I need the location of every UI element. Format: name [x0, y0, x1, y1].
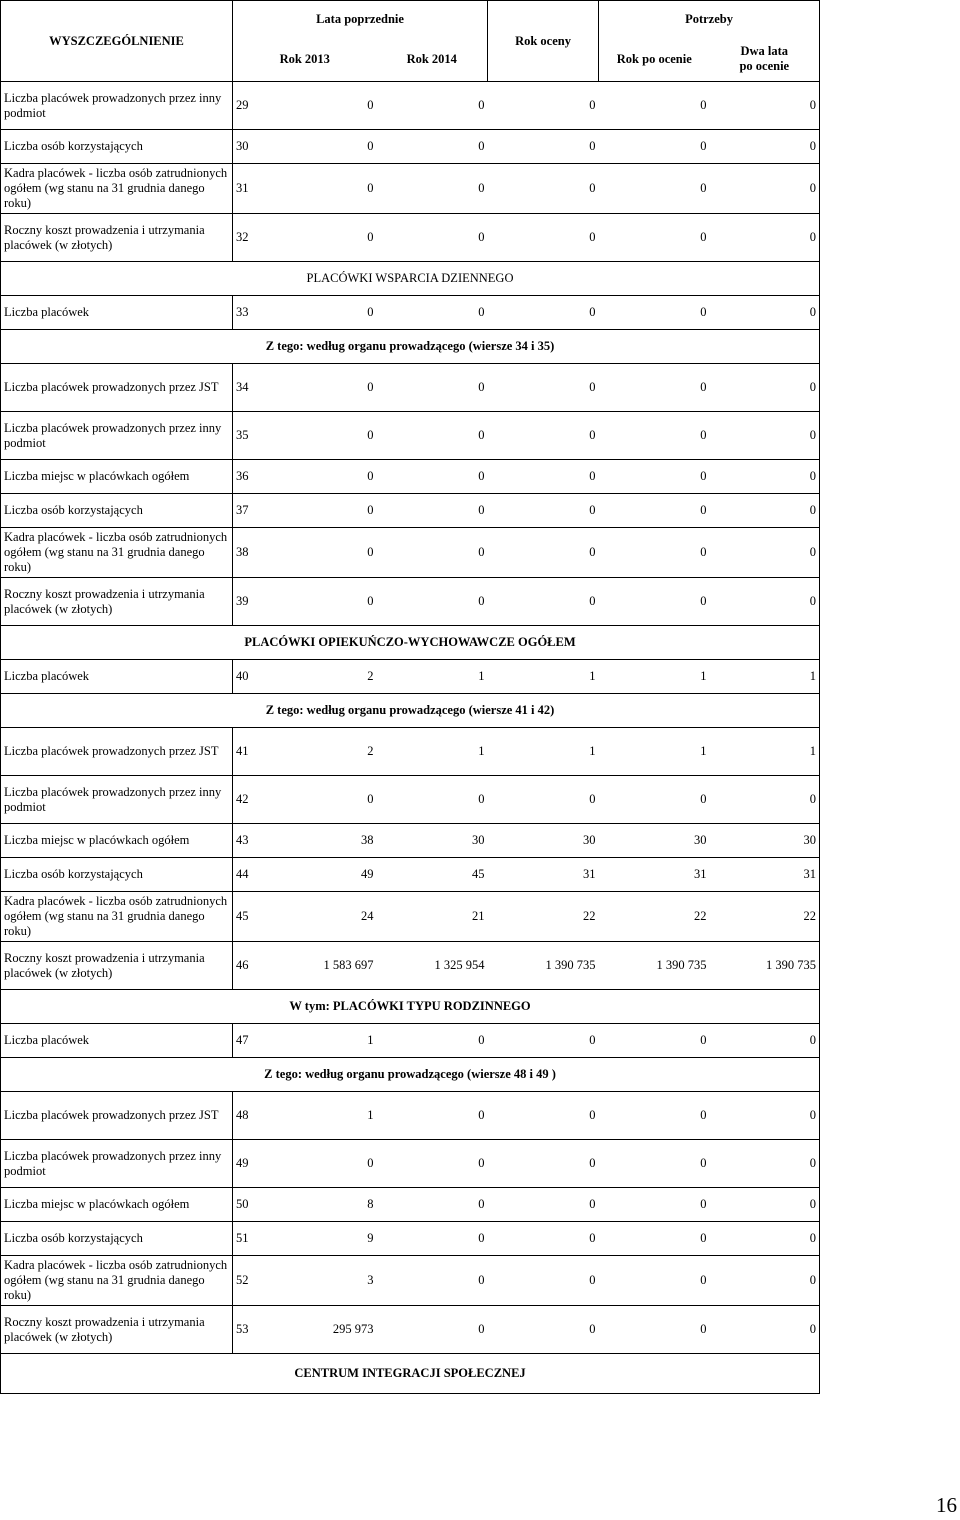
value-cell: 0: [377, 460, 488, 494]
row-number: 53: [233, 1306, 266, 1354]
header-rok-2013: Rok 2013: [233, 38, 377, 82]
value-cell: 0: [377, 1222, 488, 1256]
value-cell: 0: [266, 494, 377, 528]
table-row: [1, 1140, 820, 1188]
value-cell: 0: [599, 1256, 710, 1306]
value-cell: 0: [488, 214, 599, 262]
section-row: [1, 1354, 820, 1394]
header-dwa-lata: [710, 38, 820, 82]
header-rok-2014: Rok 2014: [377, 38, 488, 82]
value-cell: 295 973: [266, 1306, 377, 1354]
table-row: [1, 1092, 820, 1140]
value-cell: 0: [710, 1222, 820, 1256]
value-cell: 0: [266, 578, 377, 626]
table-row: [1, 776, 820, 824]
value-cell: 0: [710, 164, 820, 214]
value-cell: 0: [488, 1306, 599, 1354]
value-cell: 0: [710, 494, 820, 528]
value-cell: 0: [488, 296, 599, 330]
value-cell: 0: [266, 130, 377, 164]
value-cell: 0: [377, 1092, 488, 1140]
table-row: [1, 164, 820, 214]
row-label: Liczba placówek prowadzonych przez inny podmiot: [1, 82, 233, 130]
value-cell: 30: [377, 824, 488, 858]
value-cell: 30: [710, 824, 820, 858]
header-rok-po-ocenie: Rok po ocenie: [599, 38, 710, 82]
row-number: 48: [233, 1092, 266, 1140]
row-label: Kadra placówek - liczba osób zatrudnionych ogółem (wg stanu na 31 grudnia danego roku): [1, 892, 233, 942]
row-number: 32: [233, 214, 266, 262]
table-row: [1, 942, 820, 990]
value-cell: 0: [599, 296, 710, 330]
table-row: [1, 660, 820, 694]
section-row: [1, 694, 820, 728]
row-number: 36: [233, 460, 266, 494]
value-cell: 0: [266, 82, 377, 130]
row-label: Roczny koszt prowadzenia i utrzymania placówek (w złotych): [1, 942, 233, 990]
value-cell: 2: [266, 660, 377, 694]
value-cell: 0: [377, 412, 488, 460]
row-label: Liczba placówek: [1, 660, 233, 694]
value-cell: 0: [599, 528, 710, 578]
value-cell: 0: [488, 82, 599, 130]
value-cell: 0: [599, 130, 710, 164]
row-number: 44: [233, 858, 266, 892]
value-cell: 0: [488, 578, 599, 626]
row-label: Liczba placówek prowadzonych przez JST: [1, 364, 233, 412]
value-cell: 1: [710, 728, 820, 776]
value-cell: 0: [599, 1306, 710, 1354]
value-cell: 0: [377, 494, 488, 528]
table-row: [1, 460, 820, 494]
value-cell: 22: [710, 892, 820, 942]
value-cell: 38: [266, 824, 377, 858]
value-cell: 0: [710, 1024, 820, 1058]
value-cell: 0: [488, 412, 599, 460]
value-cell: 0: [377, 296, 488, 330]
row-number: 50: [233, 1188, 266, 1222]
table-row: [1, 82, 820, 130]
row-label: Liczba osób korzystających: [1, 1222, 233, 1256]
row-number: 41: [233, 728, 266, 776]
row-label: Liczba placówek prowadzonych przez inny podmiot: [1, 776, 233, 824]
value-cell: 0: [377, 528, 488, 578]
value-cell: 49: [266, 858, 377, 892]
value-cell: 30: [488, 824, 599, 858]
value-cell: 45: [377, 858, 488, 892]
value-cell: 0: [710, 460, 820, 494]
value-cell: 0: [488, 164, 599, 214]
value-cell: 1 390 735: [710, 942, 820, 990]
value-cell: 0: [599, 164, 710, 214]
value-cell: 0: [266, 412, 377, 460]
value-cell: 1: [377, 660, 488, 694]
value-cell: 0: [599, 214, 710, 262]
row-label: Liczba osób korzystających: [1, 858, 233, 892]
table-row: [1, 494, 820, 528]
header-dwa-lata-line2: po ocenie: [739, 59, 790, 74]
value-cell: 0: [377, 578, 488, 626]
value-cell: 0: [710, 214, 820, 262]
value-cell: 0: [710, 364, 820, 412]
value-cell: 0: [599, 1092, 710, 1140]
value-cell: 0: [599, 412, 710, 460]
header-wyszczegolnienie: WYSZCZEGÓLNIENIE: [1, 1, 233, 82]
value-cell: 0: [488, 528, 599, 578]
value-cell: 0: [488, 1140, 599, 1188]
section-row: [1, 1058, 820, 1092]
value-cell: 0: [488, 494, 599, 528]
value-cell: 0: [377, 214, 488, 262]
value-cell: 0: [710, 528, 820, 578]
table-row: [1, 892, 820, 942]
value-cell: 2: [266, 728, 377, 776]
value-cell: 0: [710, 1188, 820, 1222]
value-cell: 0: [377, 1024, 488, 1058]
table-row: [1, 824, 820, 858]
value-cell: 0: [599, 1140, 710, 1188]
table-row: [1, 130, 820, 164]
value-cell: 22: [488, 892, 599, 942]
value-cell: 1: [488, 728, 599, 776]
section-row: [1, 330, 820, 364]
section-title: Z tego: według organu prowadzącego (wiersze 34 i 35): [1, 330, 820, 364]
value-cell: 0: [710, 412, 820, 460]
header-lata-poprzednie: Lata poprzednie: [233, 1, 488, 38]
section-title: Z tego: według organu prowadzącego (wiersze 48 i 49 ): [1, 1058, 820, 1092]
section-row: [1, 262, 820, 296]
value-cell: 22: [599, 892, 710, 942]
value-cell: 1 583 697: [266, 942, 377, 990]
value-cell: 1: [266, 1024, 377, 1058]
value-cell: 0: [377, 1306, 488, 1354]
row-number: 40: [233, 660, 266, 694]
value-cell: 0: [710, 1092, 820, 1140]
row-label: Liczba miejsc w placówkach ogółem: [1, 460, 233, 494]
value-cell: 0: [377, 1188, 488, 1222]
value-cell: 1: [377, 728, 488, 776]
value-cell: 1 325 954: [377, 942, 488, 990]
table-row: [1, 412, 820, 460]
row-number: 42: [233, 776, 266, 824]
section-title: Z tego: według organu prowadzącego (wiersze 41 i 42): [1, 694, 820, 728]
value-cell: 1 390 735: [599, 942, 710, 990]
value-cell: 1 390 735: [488, 942, 599, 990]
table-row: [1, 728, 820, 776]
row-label: Liczba placówek prowadzonych przez inny podmiot: [1, 412, 233, 460]
value-cell: 0: [710, 776, 820, 824]
row-number: 39: [233, 578, 266, 626]
row-number: 29: [233, 82, 266, 130]
row-number: 45: [233, 892, 266, 942]
page-number: 16: [936, 1493, 957, 1517]
value-cell: 0: [710, 296, 820, 330]
value-cell: 0: [488, 364, 599, 412]
value-cell: 0: [710, 130, 820, 164]
value-cell: 0: [377, 1256, 488, 1306]
table-row: [1, 1256, 820, 1306]
value-cell: 0: [488, 1024, 599, 1058]
value-cell: 0: [266, 776, 377, 824]
row-number: 30: [233, 130, 266, 164]
value-cell: 9: [266, 1222, 377, 1256]
header-dwa-lata-line1: Dwa lata: [740, 44, 789, 59]
row-label: Kadra placówek - liczba osób zatrudnionych ogółem (wg stanu na 31 grudnia danego roku): [1, 528, 233, 578]
value-cell: 0: [599, 1188, 710, 1222]
row-label: Kadra placówek - liczba osób zatrudnionych ogółem (wg stanu na 31 grudnia danego roku): [1, 1256, 233, 1306]
table-row: [1, 528, 820, 578]
row-label: Liczba osób korzystających: [1, 494, 233, 528]
row-number: 52: [233, 1256, 266, 1306]
row-label: Roczny koszt prowadzenia i utrzymania placówek (w złotych): [1, 578, 233, 626]
table-row: [1, 1024, 820, 1058]
value-cell: 0: [266, 1140, 377, 1188]
value-cell: 0: [599, 1222, 710, 1256]
value-cell: 1: [488, 660, 599, 694]
row-number: 51: [233, 1222, 266, 1256]
section-title: PLACÓWKI WSPARCIA DZIENNEGO: [1, 262, 820, 296]
table-row: [1, 1222, 820, 1256]
value-cell: 0: [266, 528, 377, 578]
row-label: Roczny koszt prowadzenia i utrzymania placówek (w złotych): [1, 1306, 233, 1354]
table-row: [1, 1188, 820, 1222]
row-label: Liczba miejsc w placówkach ogółem: [1, 824, 233, 858]
value-cell: 1: [710, 660, 820, 694]
value-cell: 1: [266, 1092, 377, 1140]
table-row: [1, 364, 820, 412]
value-cell: 0: [266, 296, 377, 330]
value-cell: 0: [377, 164, 488, 214]
row-label: Liczba placówek prowadzonych przez JST: [1, 1092, 233, 1140]
row-number: 35: [233, 412, 266, 460]
table-row: [1, 858, 820, 892]
row-number: 46: [233, 942, 266, 990]
row-number: 43: [233, 824, 266, 858]
value-cell: 0: [266, 214, 377, 262]
row-number: 47: [233, 1024, 266, 1058]
header-potrzeby: Potrzeby: [599, 1, 820, 38]
row-number: 31: [233, 164, 266, 214]
value-cell: 1: [599, 660, 710, 694]
value-cell: 0: [599, 1024, 710, 1058]
value-cell: 0: [377, 130, 488, 164]
value-cell: 0: [377, 82, 488, 130]
value-cell: 0: [710, 1256, 820, 1306]
value-cell: 0: [377, 364, 488, 412]
section-title: PLACÓWKI OPIEKUŃCZO-WYCHOWAWCZE OGÓŁEM: [1, 626, 820, 660]
row-number: 37: [233, 494, 266, 528]
table-row: [1, 296, 820, 330]
value-cell: 0: [599, 82, 710, 130]
value-cell: 0: [488, 460, 599, 494]
value-cell: 0: [599, 364, 710, 412]
value-cell: 0: [710, 1140, 820, 1188]
value-cell: 0: [710, 82, 820, 130]
value-cell: 0: [488, 1188, 599, 1222]
value-cell: 0: [710, 578, 820, 626]
row-number: 33: [233, 296, 266, 330]
value-cell: 0: [488, 130, 599, 164]
value-cell: 1: [599, 728, 710, 776]
row-label: Liczba placówek prowadzonych przez JST: [1, 728, 233, 776]
value-cell: 8: [266, 1188, 377, 1222]
row-label: Liczba osób korzystających: [1, 130, 233, 164]
row-number: 38: [233, 528, 266, 578]
value-cell: 31: [710, 858, 820, 892]
row-label: Liczba placówek: [1, 1024, 233, 1058]
section-row: [1, 990, 820, 1024]
value-cell: 0: [488, 1256, 599, 1306]
section-row: [1, 626, 820, 660]
value-cell: 21: [377, 892, 488, 942]
table-row: [1, 578, 820, 626]
value-cell: 0: [488, 776, 599, 824]
table-row: [1, 1306, 820, 1354]
row-number: 49: [233, 1140, 266, 1188]
value-cell: 0: [599, 578, 710, 626]
row-label: Roczny koszt prowadzenia i utrzymania placówek (w złotych): [1, 214, 233, 262]
value-cell: 31: [599, 858, 710, 892]
value-cell: 0: [377, 776, 488, 824]
value-cell: 0: [488, 1092, 599, 1140]
value-cell: 0: [266, 164, 377, 214]
row-label: Liczba placówek prowadzonych przez inny podmiot: [1, 1140, 233, 1188]
value-cell: 0: [266, 460, 377, 494]
section-title: W tym: PLACÓWKI TYPU RODZINNEGO: [1, 990, 820, 1024]
value-cell: 0: [599, 460, 710, 494]
value-cell: 30: [599, 824, 710, 858]
value-cell: 0: [377, 1140, 488, 1188]
row-number: 34: [233, 364, 266, 412]
value-cell: 0: [599, 494, 710, 528]
value-cell: 31: [488, 858, 599, 892]
row-label: Liczba placówek: [1, 296, 233, 330]
value-cell: 0: [599, 776, 710, 824]
value-cell: 0: [710, 1306, 820, 1354]
row-label: Kadra placówek - liczba osób zatrudnionych ogółem (wg stanu na 31 grudnia danego roku): [1, 164, 233, 214]
section-title: CENTRUM INTEGRACJI SPOŁECZNEJ: [1, 1354, 820, 1394]
row-label: Liczba miejsc w placówkach ogółem: [1, 1188, 233, 1222]
value-cell: 0: [488, 1222, 599, 1256]
table-row: [1, 214, 820, 262]
value-cell: 0: [266, 364, 377, 412]
header-rok-oceny: Rok oceny: [488, 1, 599, 82]
value-cell: 24: [266, 892, 377, 942]
value-cell: 3: [266, 1256, 377, 1306]
